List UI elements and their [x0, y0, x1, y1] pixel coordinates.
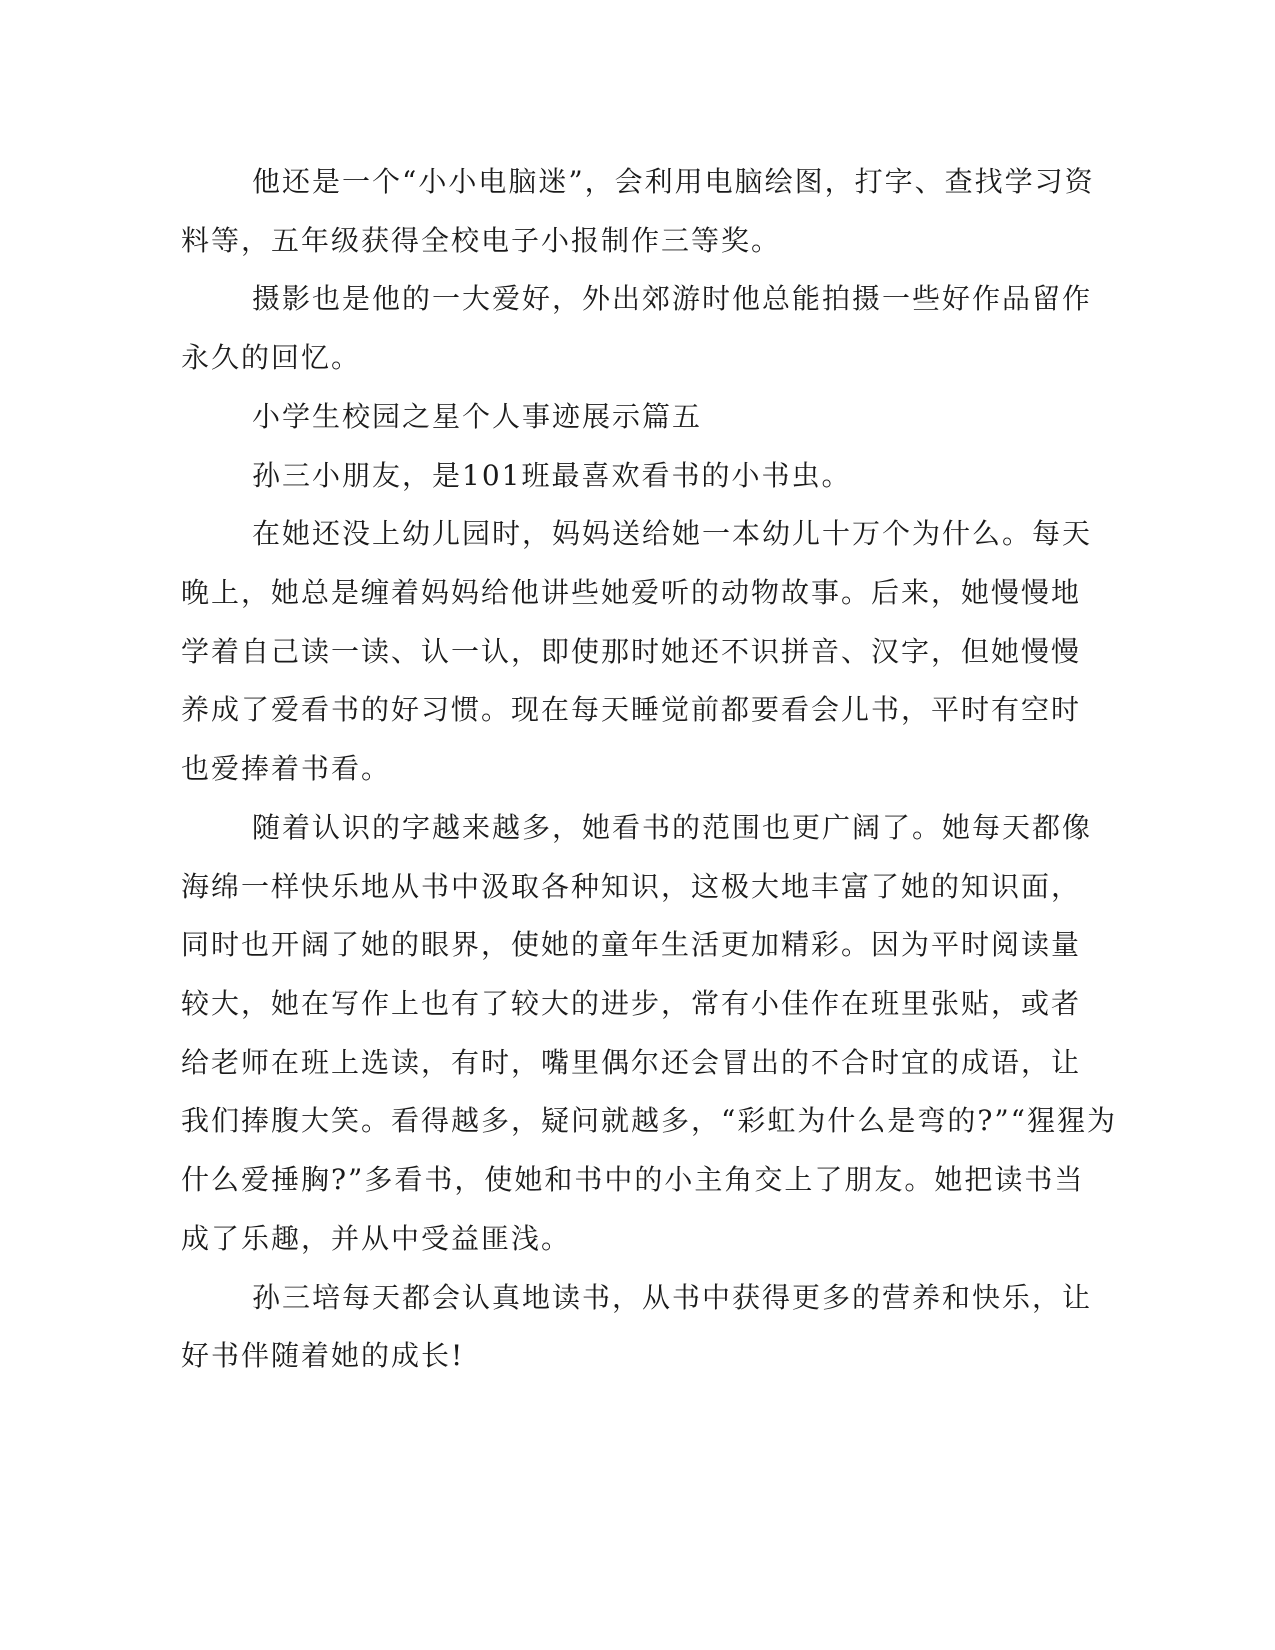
text-line: 摄影也是他的一大爱好，外出郊游时他总能拍摄一些好作品留作 — [252, 282, 1093, 315]
text-line: 孙三培每天都会认真地读书，从书中获得更多的营养和快乐，让 — [252, 1281, 1093, 1314]
text-line: 成了乐趣，并从中受益匪浅。 — [181, 1222, 572, 1255]
text-line: 什么爱捶胸?”多看书，使她和书中的小主角交上了朋友。她把读书当 — [181, 1163, 1085, 1196]
text-line: 永久的回忆。 — [181, 341, 362, 374]
text-line: 我们捧腹大笑。看得越多，疑问就越多，“彩虹为什么是弯的?”“猩猩为 — [181, 1104, 1117, 1137]
text-line: 料等，五年级获得全校电子小报制作三等奖。 — [181, 224, 782, 257]
text-line: 同时也开阔了她的眼界，使她的童年生活更加精彩。因为平时阅读量 — [181, 928, 1082, 961]
text-line: 养成了爱看书的好习惯。现在每天睡觉前都要看会儿书，平时有空时 — [181, 693, 1082, 726]
text-line: 孙三小朋友，是101班最喜欢看书的小书虫。 — [252, 459, 852, 492]
text-line: 随着认识的字越来越多，她看书的范围也更广阔了。她每天都像 — [252, 811, 1093, 844]
text-line: 学着自己读一读、认一认，即使那时她还不识拼音、汉字，但她慢慢 — [181, 635, 1082, 668]
section-heading: 小学生校园之星个人事迹展示篇五 — [252, 400, 703, 433]
text-line: 较大，她在写作上也有了较大的进步，常有小佳作在班里张贴，或者 — [181, 987, 1082, 1020]
text-line: 晚上，她总是缠着妈妈给他讲些她爱听的动物故事。后来，她慢慢地 — [181, 576, 1082, 609]
text-line: 他还是一个“小小电脑迷”，会利用电脑绘图，打字、查找学习资 — [252, 165, 1095, 198]
text-line: 也爱捧着书看。 — [181, 752, 392, 785]
text-line: 给老师在班上选读，有时，嘴里偶尔还会冒出的不合时宜的成语，让 — [181, 1046, 1082, 1079]
text-line: 好书伴随着她的成长! — [181, 1339, 465, 1372]
text-line: 在她还没上幼儿园时，妈妈送给她一本幼儿十万个为什么。每天 — [252, 517, 1093, 550]
text-line: 海绵一样快乐地从书中汲取各种知识，这极大地丰富了她的知识面， — [181, 870, 1082, 903]
